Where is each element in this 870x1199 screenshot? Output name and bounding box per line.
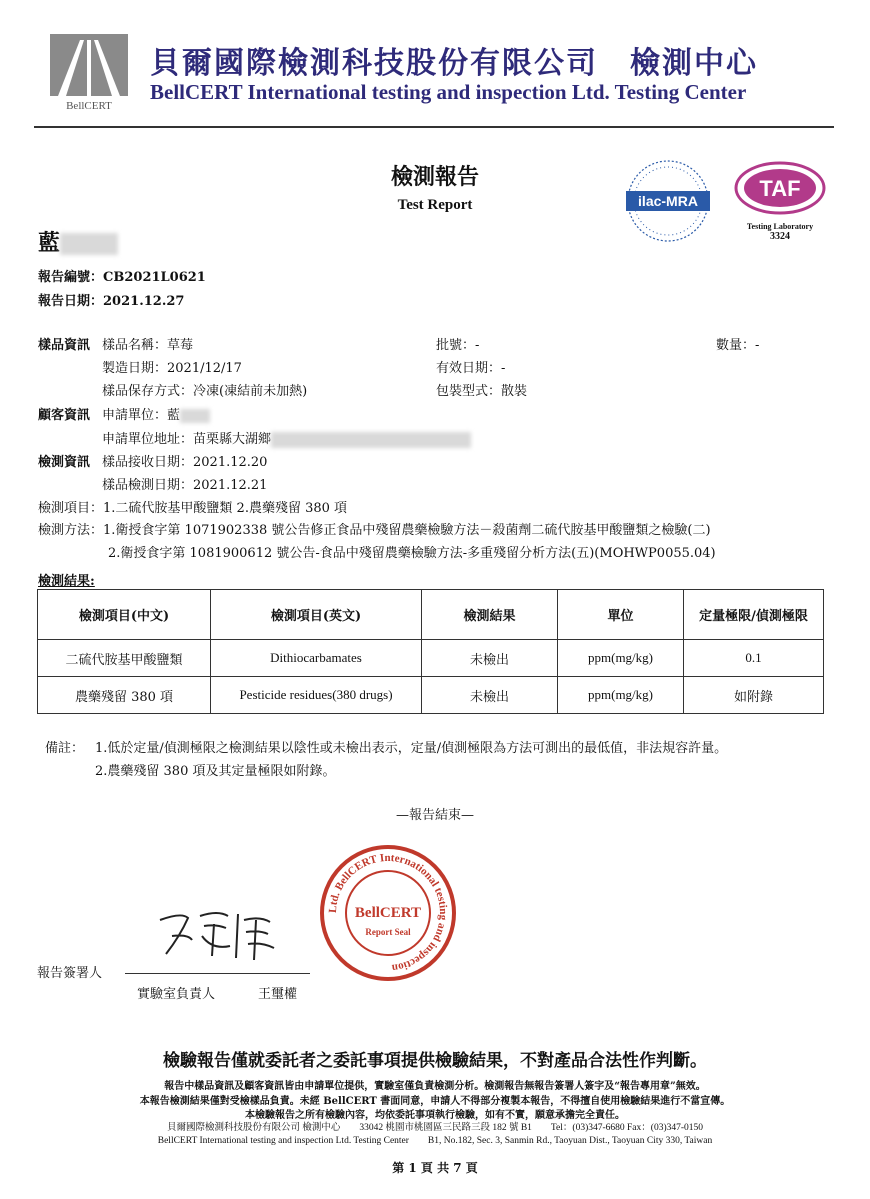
svg-text:Report Seal: Report Seal — [365, 927, 411, 937]
svg-text:Ltd. BellCERT International te: Ltd. BellCERT International testing and inspection — [326, 851, 450, 974]
signer-label: 報告簽署人 — [37, 966, 103, 981]
note-1: 1.低於定量/偵測極限之檢測結果以陰性或未檢出表示，定量/偵測極限為方法可測出的最低值，非法規容許量。 — [95, 741, 728, 756]
svg-text:ilac-MRA: ilac-MRA — [638, 193, 698, 209]
test-method-2: 2.衛授食字第 1081900612 號公告-食品中殘留農藥檢驗方法-多重殘留分析方法(五)(MOHWP0055.04) — [108, 546, 716, 561]
footer-note-2: 本報告檢測結果僅對受檢樣品負責。未經 BellCERT 書面同意，申請人不得部分複製本報告，不得擅自使用檢驗結果進行不當宣傳。 — [139, 1096, 731, 1107]
table-cell: 如附錄 — [684, 677, 824, 714]
table-row — [38, 677, 824, 714]
company-logo — [50, 34, 128, 112]
report-end: —報告結束— — [395, 808, 474, 823]
table-row — [38, 640, 824, 677]
footer-disclaimer: 檢驗報告僅就委託者之委託事項提供檢驗結果，不對產品合法性作判斷。 — [163, 1051, 707, 1071]
svg-text:BellCERT: BellCERT — [66, 100, 112, 112]
page-number: 第 1 頁 共 7 頁 — [392, 1161, 478, 1175]
signer-name: 王璽權 — [258, 987, 298, 1002]
table-cell: ppm(mg/kg) — [558, 640, 684, 677]
manufacture-date: 製造日期：2021/12/17 — [102, 361, 242, 376]
sample-quantity: 數量：- — [716, 338, 760, 353]
col-header: 單位 — [558, 590, 684, 640]
testing-section-label: 檢測資訊 — [38, 455, 91, 470]
report-seal — [318, 843, 458, 983]
client-name — [38, 226, 118, 257]
sample-section-label: 樣品資訊 — [38, 338, 91, 353]
table-cell: 二硫代胺基甲酸鹽類 — [38, 640, 211, 677]
table-cell: 未檢出 — [422, 677, 558, 714]
expiry-date: 有效日期：- — [436, 361, 506, 376]
note-2: 2.農藥殘留 380 項及其定量極限如附錄。 — [95, 764, 336, 779]
redacted-text — [271, 432, 471, 448]
sample-tested-date: 樣品檢測日期：2021.12.21 — [102, 478, 268, 493]
col-header: 檢測項目(中文) — [38, 590, 211, 640]
applicant-unit: 申請單位：藍 — [102, 404, 210, 423]
customer-section-label: 顧客資訊 — [38, 408, 91, 423]
table-cell: Pesticide residues(380 drugs) — [211, 677, 422, 714]
storage-method: 樣品保存方式：冷凍(凍結前未加熱) — [102, 384, 308, 399]
svg-text:TAF: TAF — [759, 176, 801, 201]
test-items: 檢測項目：1.二硫代胺基甲酸鹽類 2.農藥殘留 380 項 — [38, 501, 348, 516]
table-cell: 0.1 — [684, 640, 824, 677]
footer-address-cn: 貝爾國際檢測科技股份有限公司 檢測中心 33042 桃園市桃園區三民路三段 182 號 B1 Tel：(03)347-6680 Fax：(03)347-0150 — [166, 1123, 704, 1133]
table-cell: ppm(mg/kg) — [558, 677, 684, 714]
results-header-row — [38, 590, 824, 640]
table-cell: 未檢出 — [422, 640, 558, 677]
results-table — [37, 589, 824, 714]
notes-label: 備註： — [45, 741, 85, 756]
results-heading: 檢測結果: — [38, 574, 95, 589]
signature-line — [125, 973, 310, 974]
company-name-en: BellCERT International testing and inspection Ltd. Testing Center — [150, 80, 747, 104]
footer-address-en: BellCERT International testing and inspection Ltd. Testing Center B1, No.182, Sec. 3, Sanmin Rd., Taoyuan Dist., Taoyuan City 330, Taiwan — [157, 1136, 713, 1146]
client-name-text: 藍 — [38, 230, 61, 256]
header-divider — [34, 126, 834, 128]
redacted-text — [60, 233, 118, 255]
table-cell: 農藥殘留 380 項 — [38, 677, 211, 714]
col-header: 檢測結果 — [422, 590, 558, 640]
col-header: 檢測項目(英文) — [211, 590, 422, 640]
svg-text:BellCERT: BellCERT — [354, 905, 422, 921]
taf-number: 3324 — [770, 231, 790, 242]
footer-note-3: 本檢驗報告之所有檢驗內容，均依委託事項執行檢驗，如有不實，願意承擔完全責任。 — [245, 1110, 625, 1121]
sample-received-date: 樣品接收日期：2021.12.20 — [102, 455, 268, 470]
company-name-cn: 貝爾國際檢測科技股份有限公司 檢測中心 — [150, 46, 758, 81]
report-number: 報告編號：CB2021L0621 — [38, 270, 206, 285]
test-method-1: 檢測方法：1.衛授食字第 1071902338 號公告修正食品中殘留農藥檢驗方法－殺菌劑二硫代胺基甲酸鹽類之檢驗(二) — [38, 523, 711, 538]
sample-batch: 批號：- — [436, 338, 480, 353]
taf-subtitle: Testing Laboratory — [746, 222, 814, 231]
report-date: 報告日期：2021.12.27 — [38, 294, 185, 309]
ilac-mra-logo — [622, 155, 714, 247]
footer-note-1: 報告中樣品資訊及顧客資訊皆由申請單位提供，實驗室僅負責檢測分析。檢測報告無報告簽署人簽字及“報告專用章”無效。 — [164, 1081, 706, 1092]
taf-logo — [732, 160, 828, 242]
table-cell: Dithiocarbamates — [211, 640, 422, 677]
col-header: 定量極限/偵測極限 — [684, 590, 824, 640]
report-title-en: Test Report — [397, 197, 473, 213]
signer-role: 實驗室負責人 — [137, 987, 216, 1002]
applicant-address: 申請單位地址：苗栗縣大湖鄉 — [102, 428, 471, 448]
redacted-text — [180, 409, 210, 423]
report-title-cn: 檢測報告 — [390, 164, 479, 190]
package-type: 包裝型式：散裝 — [436, 384, 528, 399]
handwritten-signature — [152, 906, 282, 966]
sample-name: 樣品名稱：草莓 — [102, 338, 194, 353]
